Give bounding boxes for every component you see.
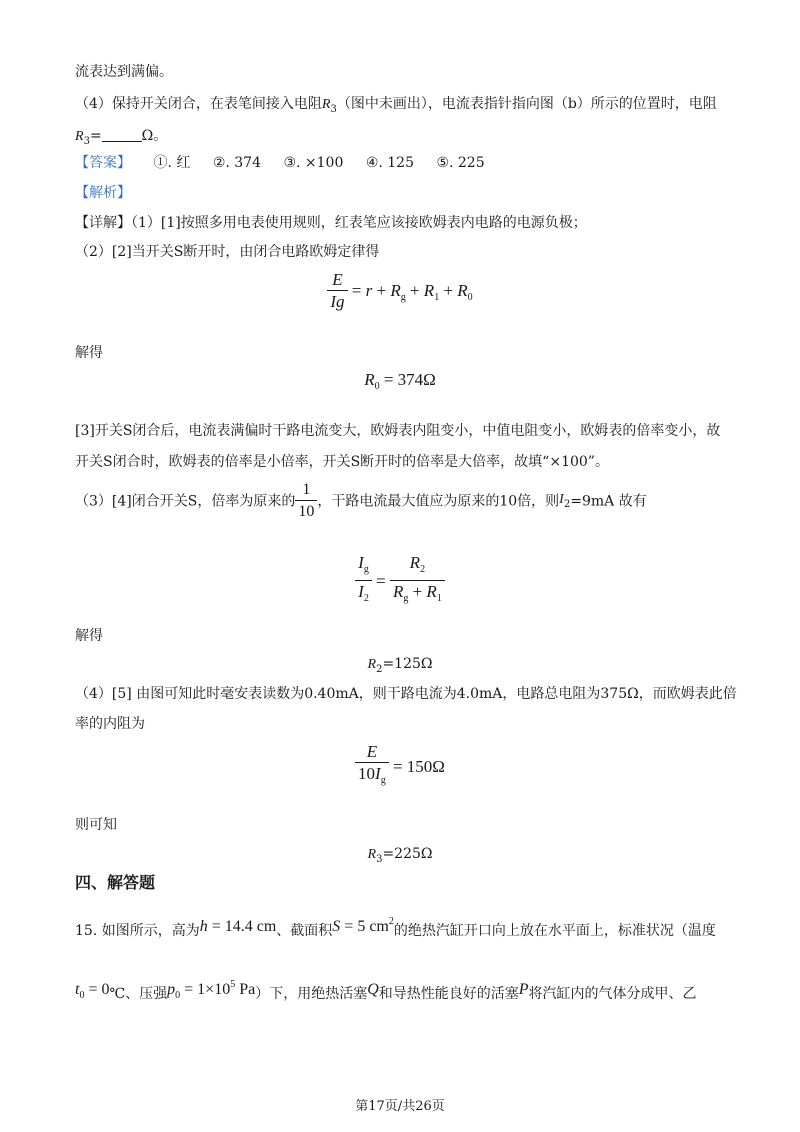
answer-item: ③. ×100 [283, 155, 344, 171]
paragraph-line: 流表达到满偏。 [75, 64, 173, 80]
detail-line: （2）[2]当开关S断开时，由闭合电路欧姆定律得 [75, 244, 380, 260]
answer-item: ①. 红 [153, 155, 191, 171]
equation-current-ratio: $\frac{I_g}{I_2}$ = $\frac{R_2}{R_g + R_1}$ [0, 553, 800, 610]
analysis-tag: 【解析】 [75, 185, 131, 201]
section-heading: 四、解答题 [75, 873, 156, 892]
symbol-r3: R [321, 97, 331, 112]
answer-item: ④. 125 [365, 155, 414, 171]
page-footer: 第17页/共26页 [355, 1099, 445, 1114]
answer-line [75, 153, 485, 173]
text: （4）保持开关闭合，在表笔间接入电阻 [75, 96, 322, 112]
solve-label: 解得 [75, 628, 103, 644]
symbol-r3: R [75, 129, 84, 144]
text: （图中未画出），电流表指针指向图（b）所示的位置时，电阻 [336, 96, 717, 112]
question-15-line: 15. 如图所示，高为h = 14.4 cm、截面积S = 5 $cm^2$的绝热汽缸开口向上放在水平面上，标准状况（温度 [75, 916, 716, 939]
solve-label: 解得 [75, 345, 103, 361]
detail-line: 开关S闭合时，欧姆表的倍率是小倍率，开关S断开时的倍率是大倍率，故填“×100”。 [75, 454, 609, 470]
answer-item: ②. 374 [212, 155, 261, 171]
answer-blank [102, 127, 142, 142]
question-15-line-2: $t_0$ = 0℃、压强$p_0 = 1\times 10^5$ Pa）下，用绝热活塞Q和导热性能良好的活塞P将汽缸内的气体分成甲、乙 [75, 979, 697, 1002]
equation-ohm-law: $\frac{E}{Ig}$ = $r + R_g + R_1 + R_0$ [0, 270, 800, 313]
detail-line: 【详解】（1）[1]按照多用电表使用规则，红表笔应该接欧姆表内电路的电源负极； [75, 215, 587, 231]
detail-line: （4）[5] 由图可知此时毫安表读数为0.40mA，则干路电流为4.0mA，电路总电阻为375Ω，而欧姆表此倍 [75, 686, 737, 702]
answer-item: ⑤. 225 [436, 155, 485, 171]
question-4-line: （4）保持开关闭合，在表笔间接入电阻$R_3$（图中未画出），电流表指针指向图（b）所示的位置时，电阻 [75, 96, 717, 115]
detail-line-3: （3）[4]闭合开关S，倍率为原来的 $\frac{1}{10}$ ，干路电流最大值应为原来的10倍，则$I_2=9mA$ 故有 [75, 480, 647, 523]
result-r2: $R_2=125\Omega$ [367, 656, 433, 675]
result-r3: $R_3=225\Omega$ [367, 846, 433, 865]
equation-r0: $R_0 = 374\Omega$ [364, 370, 436, 392]
detail-line: 率的内阻为 [75, 716, 145, 732]
detail-line: [3]开关S闭合后，电流表满偏时干路电流变大，欧姆表内阻变小，中值电阻变小，欧姆表的倍率变小，故 [75, 423, 721, 439]
then-label: 则可知 [75, 817, 117, 833]
equation-internal-resistance: $\frac{E}{10I_g}$ = 150Ω [0, 742, 800, 792]
answer-tag: 【答案】 [75, 155, 131, 171]
fraction-one-tenth: $\frac{1}{10}$ [295, 480, 317, 523]
question-4-blank-line: $R_3= \Omega$。 [75, 128, 168, 147]
